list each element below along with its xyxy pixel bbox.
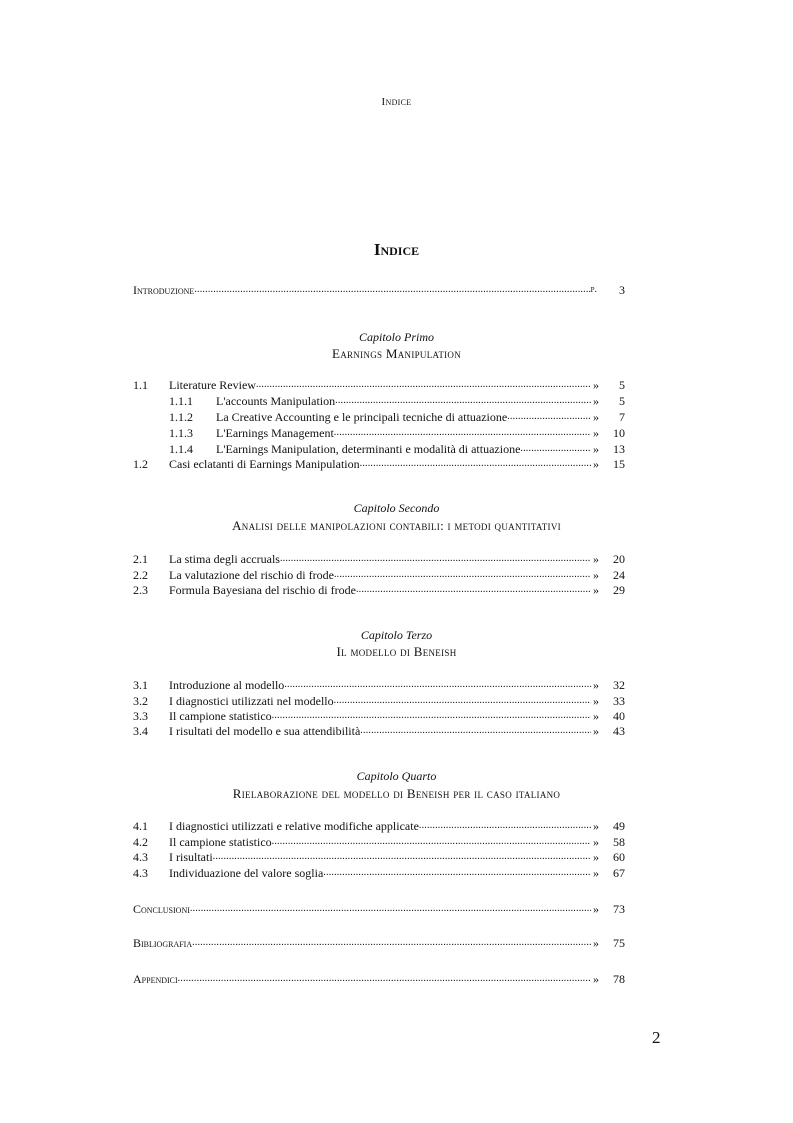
toc-number: 4.1 (133, 819, 148, 833)
toc-entry[interactable] (133, 677, 625, 693)
toc-number: 3.1 (133, 678, 148, 692)
toc-page: 15 (613, 457, 625, 471)
leader-dots (360, 456, 591, 472)
leader-dots (178, 971, 591, 987)
toc-mark: » (593, 568, 599, 582)
toc-page: 67 (613, 866, 625, 880)
chapter-label: Capitolo Secondo (353, 501, 440, 515)
leader-dots (419, 818, 591, 834)
toc-entry[interactable] (133, 393, 625, 409)
toc-mark: » (593, 819, 599, 833)
toc-number: 2.3 (133, 583, 148, 597)
toc-entry[interactable] (133, 551, 625, 567)
toc-page: 60 (613, 850, 625, 864)
running-head: Indice (381, 96, 412, 108)
toc-number: 4.2 (133, 835, 148, 849)
toc-entry[interactable] (133, 425, 625, 441)
toc-entry[interactable] (133, 834, 625, 850)
toc-label: Casi eclatanti di Earnings Manipulation (169, 457, 360, 471)
toc-number: 1.1.4 (169, 442, 193, 456)
toc-mark: » (593, 394, 599, 408)
toc-mark: » (593, 678, 599, 692)
toc-mark: » (593, 936, 599, 950)
toc-page: 58 (613, 835, 625, 849)
toc-mark: » (593, 410, 599, 424)
toc-entry-appendici[interactable] (133, 971, 625, 987)
toc-page: 49 (613, 819, 625, 833)
toc-label: La stima degli accruals (169, 552, 280, 566)
toc-label: Individuazione del valore soglia (169, 866, 324, 880)
chapter-title: Rielaborazione del modello di Beneish per il caso italiano (232, 786, 561, 801)
toc-page: 5 (619, 394, 625, 408)
toc-entry-conclusioni[interactable] (133, 901, 625, 917)
toc-entry[interactable] (133, 849, 625, 865)
toc-entry[interactable] (133, 441, 625, 457)
chapter-label: Capitolo Terzo (360, 628, 433, 642)
toc-page: 5 (619, 378, 625, 392)
toc-label: I diagnostici utilizzati e relative modifiche applicate (169, 819, 419, 833)
toc-page: 3 (619, 283, 625, 297)
toc-label: I risultati del modello e sua attendibilità (169, 724, 361, 738)
toc-page: 73 (613, 902, 625, 916)
leader-dots (272, 708, 591, 724)
toc-entry[interactable] (133, 456, 625, 472)
leader-dots (192, 935, 591, 951)
toc-number: 1.1.2 (169, 410, 193, 424)
chapter-label: Capitolo Quarto (356, 769, 437, 783)
toc-entry[interactable] (133, 818, 625, 834)
leader-dots (520, 441, 591, 457)
chapter-title: Analisi delle manipolazioni contabili: i metodi quantitativi (232, 518, 561, 533)
toc-mark: » (593, 724, 599, 738)
leader-dots (190, 901, 591, 917)
toc-number: 4.3 (133, 850, 148, 864)
toc-number: 1.1.1 (169, 394, 193, 408)
toc-mark: » (593, 457, 599, 471)
toc-label: Introduzione (133, 283, 195, 297)
toc-mark: » (593, 835, 599, 849)
toc-label: Bibliografia (133, 936, 193, 950)
toc-label: L'Earnings Manipulation, determinanti e modalità di attuazione (216, 442, 521, 456)
toc-page: 29 (613, 583, 625, 597)
toc-mark: » (593, 694, 599, 708)
toc-mark: » (593, 426, 599, 440)
toc-entry[interactable] (133, 409, 625, 425)
chapter-title: Earnings Manipulation (331, 346, 462, 361)
toc-number: 1.1 (133, 378, 148, 392)
toc-page: 10 (613, 426, 625, 440)
toc-mark: » (593, 709, 599, 723)
page-title: Indice (373, 240, 420, 259)
toc-label: Il campione statistico (169, 835, 272, 849)
leader-dots (334, 567, 591, 583)
toc-number: 3.3 (133, 709, 148, 723)
toc-label: Formula Bayesiana del rischio di frode (169, 583, 356, 597)
toc-page: 24 (613, 568, 625, 582)
toc-mark: » (593, 902, 599, 916)
toc-mark: » (593, 972, 599, 986)
toc-number: 2.2 (133, 568, 148, 582)
toc-mark: » (593, 378, 599, 392)
leader-dots (335, 393, 591, 409)
toc-label: I diagnostici utilizzati nel modello (169, 694, 334, 708)
toc-entry[interactable] (133, 693, 625, 709)
toc-page: 43 (613, 724, 625, 738)
leader-dots (256, 377, 591, 393)
toc-entry[interactable] (133, 865, 625, 881)
leader-dots (213, 849, 591, 865)
toc-number: 1.1.3 (169, 426, 193, 440)
toc-number: 2.1 (133, 552, 148, 566)
toc-label: L'Earnings Management (216, 426, 334, 440)
leader-dots (334, 693, 591, 709)
toc-page: 13 (613, 442, 625, 456)
toc-page: 33 (613, 694, 625, 708)
chapter-label: Capitolo Primo (358, 330, 434, 344)
toc-page: 40 (613, 709, 625, 723)
toc-label: Il campione statistico (169, 709, 272, 723)
leader-dots (284, 677, 591, 693)
toc-page: 20 (613, 552, 625, 566)
chapter-title: Il modello di Beneish (336, 644, 457, 659)
toc-entry-introduzione[interactable] (133, 282, 625, 298)
toc-page: 75 (613, 936, 625, 950)
toc-mark: » (593, 850, 599, 864)
toc-label: Literature Review (169, 378, 256, 392)
toc-mark: » (593, 583, 599, 597)
leader-dots (323, 865, 591, 881)
leader-dots (194, 282, 591, 298)
leader-dots (334, 425, 591, 441)
toc-number: 1.2 (133, 457, 148, 471)
leader-dots (280, 551, 591, 567)
leader-dots (356, 582, 591, 598)
toc-label: Appendici (133, 972, 178, 986)
toc-mark: » (593, 442, 599, 456)
toc-label: Introduzione al modello (169, 678, 285, 692)
toc-label: La valutazione del rischio di frode (169, 568, 334, 582)
toc-entry[interactable] (133, 708, 625, 724)
leader-dots (507, 409, 591, 425)
toc-number: 3.2 (133, 694, 148, 708)
toc-page: 32 (613, 678, 625, 692)
toc-label: I risultati (169, 850, 213, 864)
toc-entry[interactable] (133, 582, 625, 598)
toc-mark: » (593, 552, 599, 566)
toc-number: 4.3 (133, 866, 148, 880)
toc-entry[interactable] (133, 377, 625, 393)
toc-label: L'accounts Manipulation (216, 394, 336, 408)
toc-label: Conclusioni (133, 902, 190, 916)
toc-entry[interactable] (133, 567, 625, 583)
toc-number: 3.4 (133, 724, 148, 738)
toc-page: 78 (613, 972, 625, 986)
page-prefix: p. (590, 284, 597, 295)
page-number: 2 (652, 1028, 661, 1047)
leader-dots (360, 723, 591, 739)
leader-dots (272, 834, 591, 850)
toc-entry-bibliografia[interactable] (133, 935, 625, 951)
toc-mark: » (593, 866, 599, 880)
toc-label: La Creative Accounting e le principali tecniche di attuazione (216, 410, 508, 424)
toc-entry[interactable] (133, 723, 625, 739)
toc-page: 7 (619, 410, 625, 424)
